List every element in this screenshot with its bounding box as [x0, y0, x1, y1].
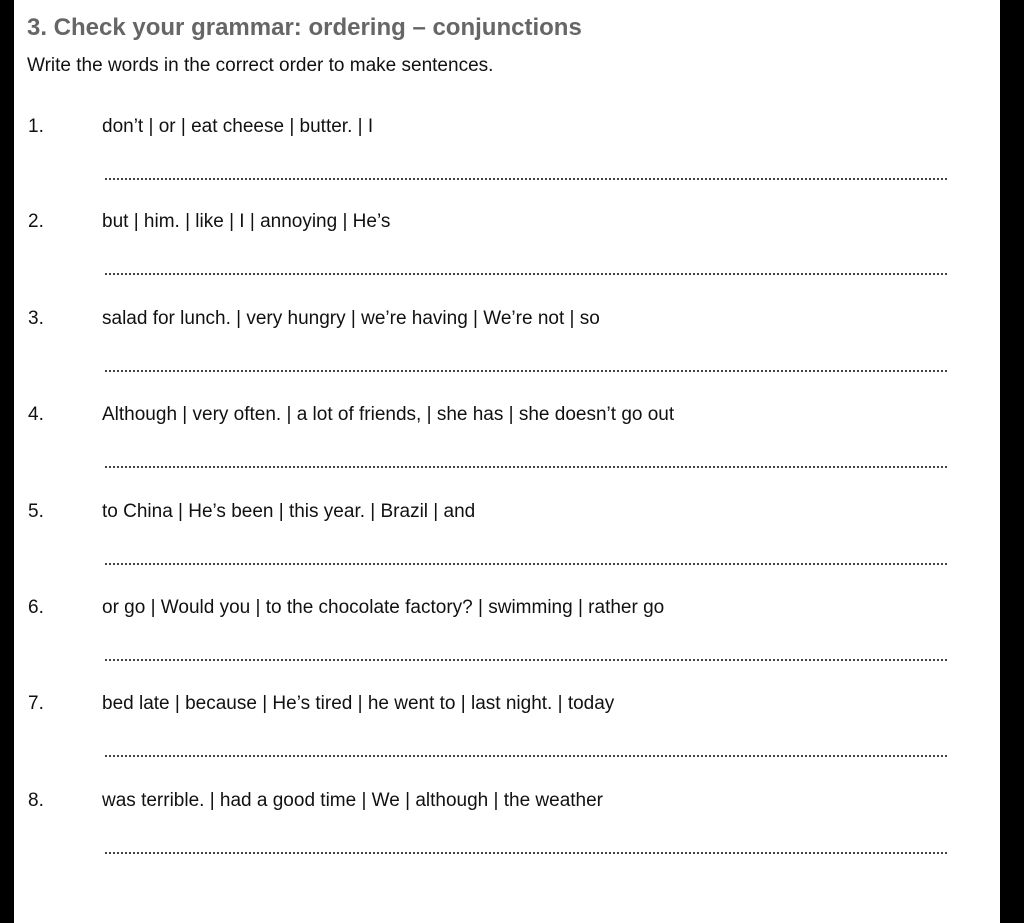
item-number: 8. — [28, 790, 44, 811]
answer-line[interactable] — [105, 273, 947, 275]
answer-line[interactable] — [105, 852, 947, 854]
scrambled-words: but | him. | like | I | annoying | He’s — [102, 211, 391, 232]
exercise-item-2 — [14, 211, 1000, 307]
scrambled-words: Although | very often. | a lot of friends, | she has | she doesn’t go out — [102, 404, 675, 425]
item-number: 4. — [28, 404, 44, 425]
scrambled-words: to China | He’s been | this year. | Brazil | and — [102, 501, 476, 522]
answer-line[interactable] — [105, 563, 947, 565]
answer-line[interactable] — [105, 755, 947, 757]
scrambled-words: salad for lunch. | very hungry | we’re having | We’re not | so — [102, 308, 600, 329]
worksheet-page — [14, 0, 1000, 923]
item-number: 6. — [28, 597, 44, 618]
exercise-item-8 — [14, 790, 1000, 886]
scrambled-words: was terrible. | had a good time | We | although | the weather — [102, 790, 604, 811]
exercise-item-4 — [14, 404, 1000, 500]
item-number: 5. — [28, 501, 44, 522]
exercise-item-1 — [14, 116, 1000, 212]
item-number: 1. — [28, 116, 44, 137]
item-number: 3. — [28, 308, 44, 329]
item-number: 7. — [28, 693, 44, 714]
scrambled-words: don’t | or | eat cheese | butter. | I — [102, 116, 374, 137]
answer-line[interactable] — [105, 466, 947, 468]
exercise-title: 3. Check your grammar: ordering – conjunctions — [27, 14, 582, 41]
exercise-item-6 — [14, 597, 1000, 693]
exercise-instruction: Write the words in the correct order to make sentences. — [27, 55, 494, 76]
exercise-item-5 — [14, 501, 1000, 597]
answer-line[interactable] — [105, 370, 947, 372]
answer-line[interactable] — [105, 659, 947, 661]
scrambled-words: or go | Would you | to the chocolate factory? | swimming | rather go — [102, 597, 665, 618]
answer-line[interactable] — [105, 178, 947, 180]
exercise-item-7 — [14, 693, 1000, 789]
scrambled-words: bed late | because | He’s tired | he went to | last night. | today — [102, 693, 615, 714]
exercise-item-3 — [14, 308, 1000, 404]
item-number: 2. — [28, 211, 44, 232]
